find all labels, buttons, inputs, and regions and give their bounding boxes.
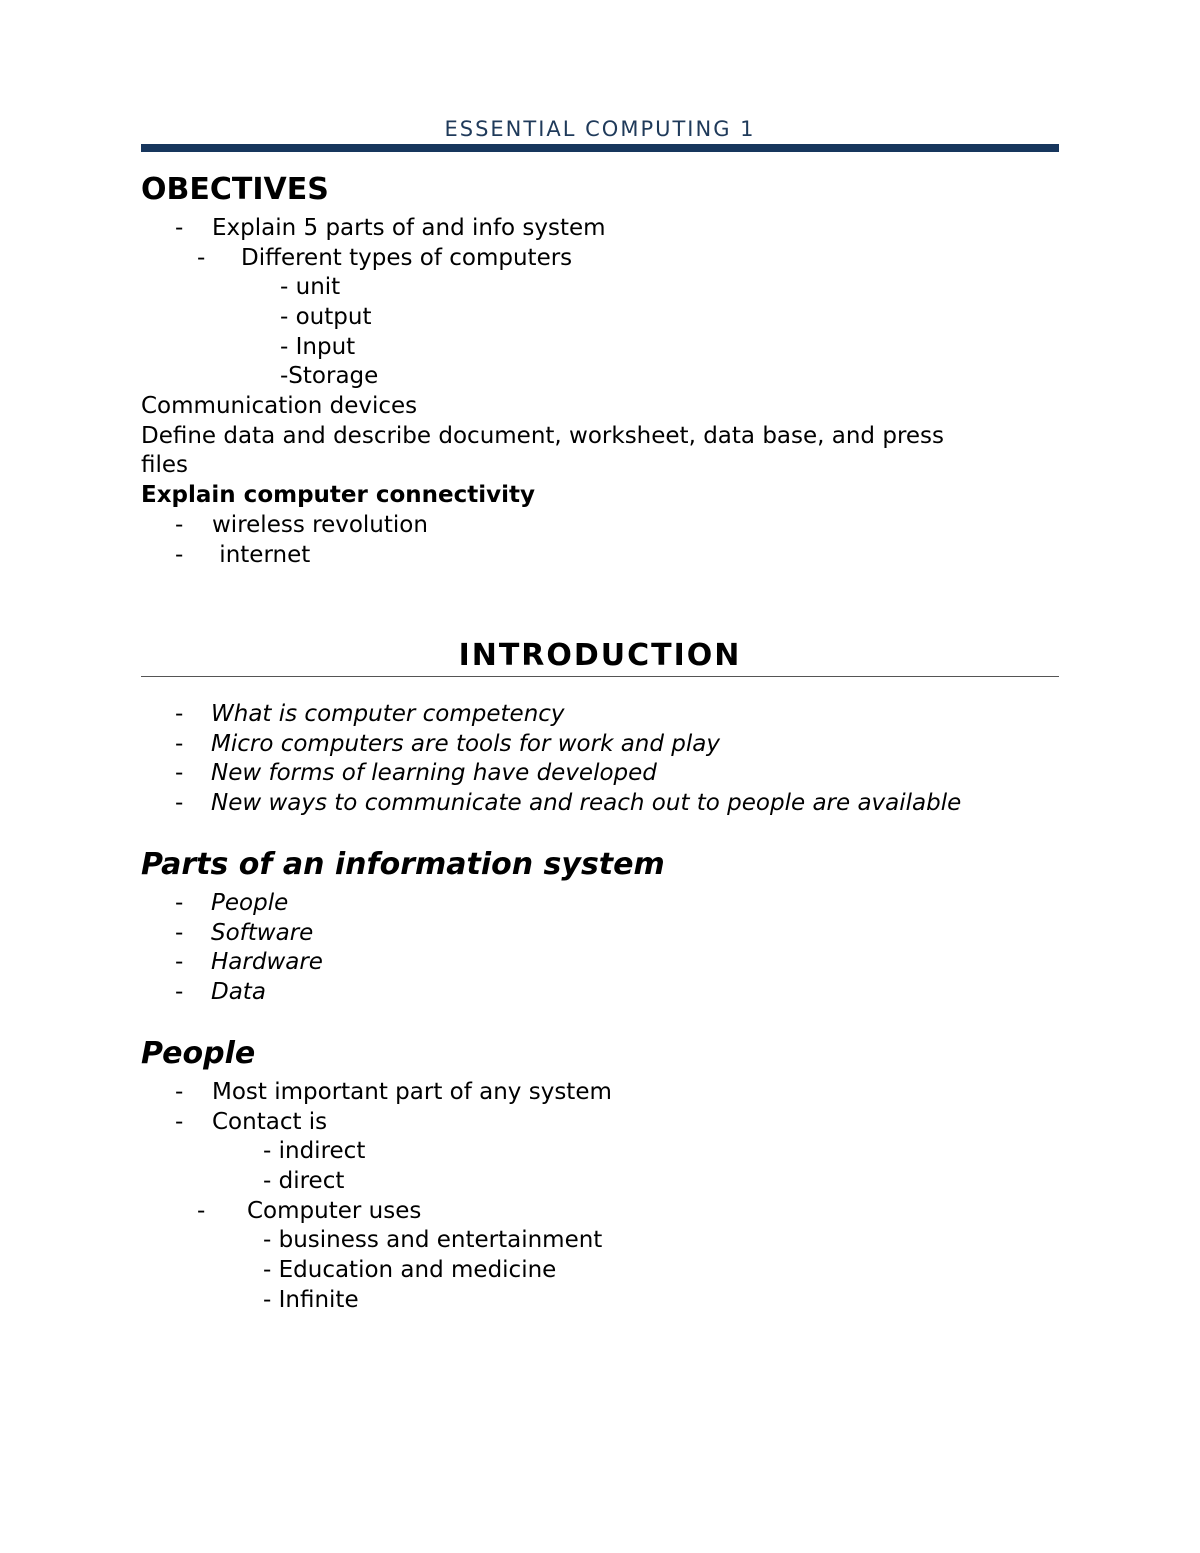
introduction-item: What is computer competency bbox=[211, 701, 565, 727]
objective-item: Different types of computers bbox=[241, 245, 573, 271]
bullet-dash: - bbox=[175, 1109, 184, 1135]
bullet-dash: - bbox=[197, 245, 206, 271]
bullet-dash: - bbox=[175, 920, 184, 946]
parts-item: Hardware bbox=[211, 949, 323, 975]
parts-item: Software bbox=[211, 920, 314, 946]
bullet-dash: - bbox=[175, 1079, 184, 1105]
people-heading: People bbox=[141, 1036, 256, 1071]
computer-type-item: - Input bbox=[280, 334, 356, 360]
connectivity-item: wireless revolution bbox=[212, 512, 428, 538]
contact-sub-item: - direct bbox=[263, 1168, 345, 1194]
introduction-item: Micro computers are tools for work and play bbox=[211, 731, 720, 757]
introduction-item: New ways to communicate and reach out to people are available bbox=[211, 790, 962, 816]
header-rule bbox=[141, 144, 1059, 152]
bullet-dash: - bbox=[175, 542, 184, 568]
bullet-dash: - bbox=[175, 890, 184, 916]
computer-uses-item: - Education and medicine bbox=[263, 1257, 557, 1283]
objectives-heading: OBECTIVES bbox=[141, 172, 329, 207]
bullet-dash: - bbox=[175, 790, 184, 816]
bullet-dash: - bbox=[175, 760, 184, 786]
bullet-dash: - bbox=[175, 215, 184, 241]
bullet-dash: - bbox=[175, 949, 184, 975]
page-header-title: ESSENTIAL COMPUTING 1 bbox=[444, 117, 756, 141]
connectivity-item: internet bbox=[212, 542, 311, 568]
bullet-dash: - bbox=[175, 701, 184, 727]
bullet-dash: - bbox=[197, 1198, 206, 1224]
introduction-rule bbox=[141, 676, 1059, 677]
parts-heading: Parts of an information system bbox=[141, 847, 665, 882]
introduction-heading: INTRODUCTION bbox=[458, 638, 742, 673]
computer-type-item: - unit bbox=[280, 274, 341, 300]
computer-type-item: - output bbox=[280, 304, 372, 330]
people-item: Contact is bbox=[212, 1109, 328, 1135]
objective-item: Explain 5 parts of and info system bbox=[212, 215, 606, 241]
bullet-dash: - bbox=[175, 979, 184, 1005]
computer-uses-label: Computer uses bbox=[247, 1198, 422, 1224]
communication-line: Communication devices bbox=[141, 393, 418, 419]
define-line: Define data and describe document, worksheet, data base, and press bbox=[141, 423, 945, 449]
computer-type-item: -Storage bbox=[280, 363, 379, 389]
define-line-continued: files bbox=[141, 452, 189, 478]
bullet-dash: - bbox=[175, 731, 184, 757]
people-item: Most important part of any system bbox=[212, 1079, 612, 1105]
contact-sub-item: - indirect bbox=[263, 1138, 366, 1164]
bullet-dash: - bbox=[175, 512, 184, 538]
parts-item: People bbox=[211, 890, 289, 916]
parts-item: Data bbox=[211, 979, 266, 1005]
connectivity-heading: Explain computer connectivity bbox=[141, 482, 536, 508]
computer-uses-item: - Infinite bbox=[263, 1287, 359, 1313]
introduction-item: New forms of learning have developed bbox=[211, 760, 657, 786]
computer-uses-item: - business and entertainment bbox=[263, 1227, 603, 1253]
